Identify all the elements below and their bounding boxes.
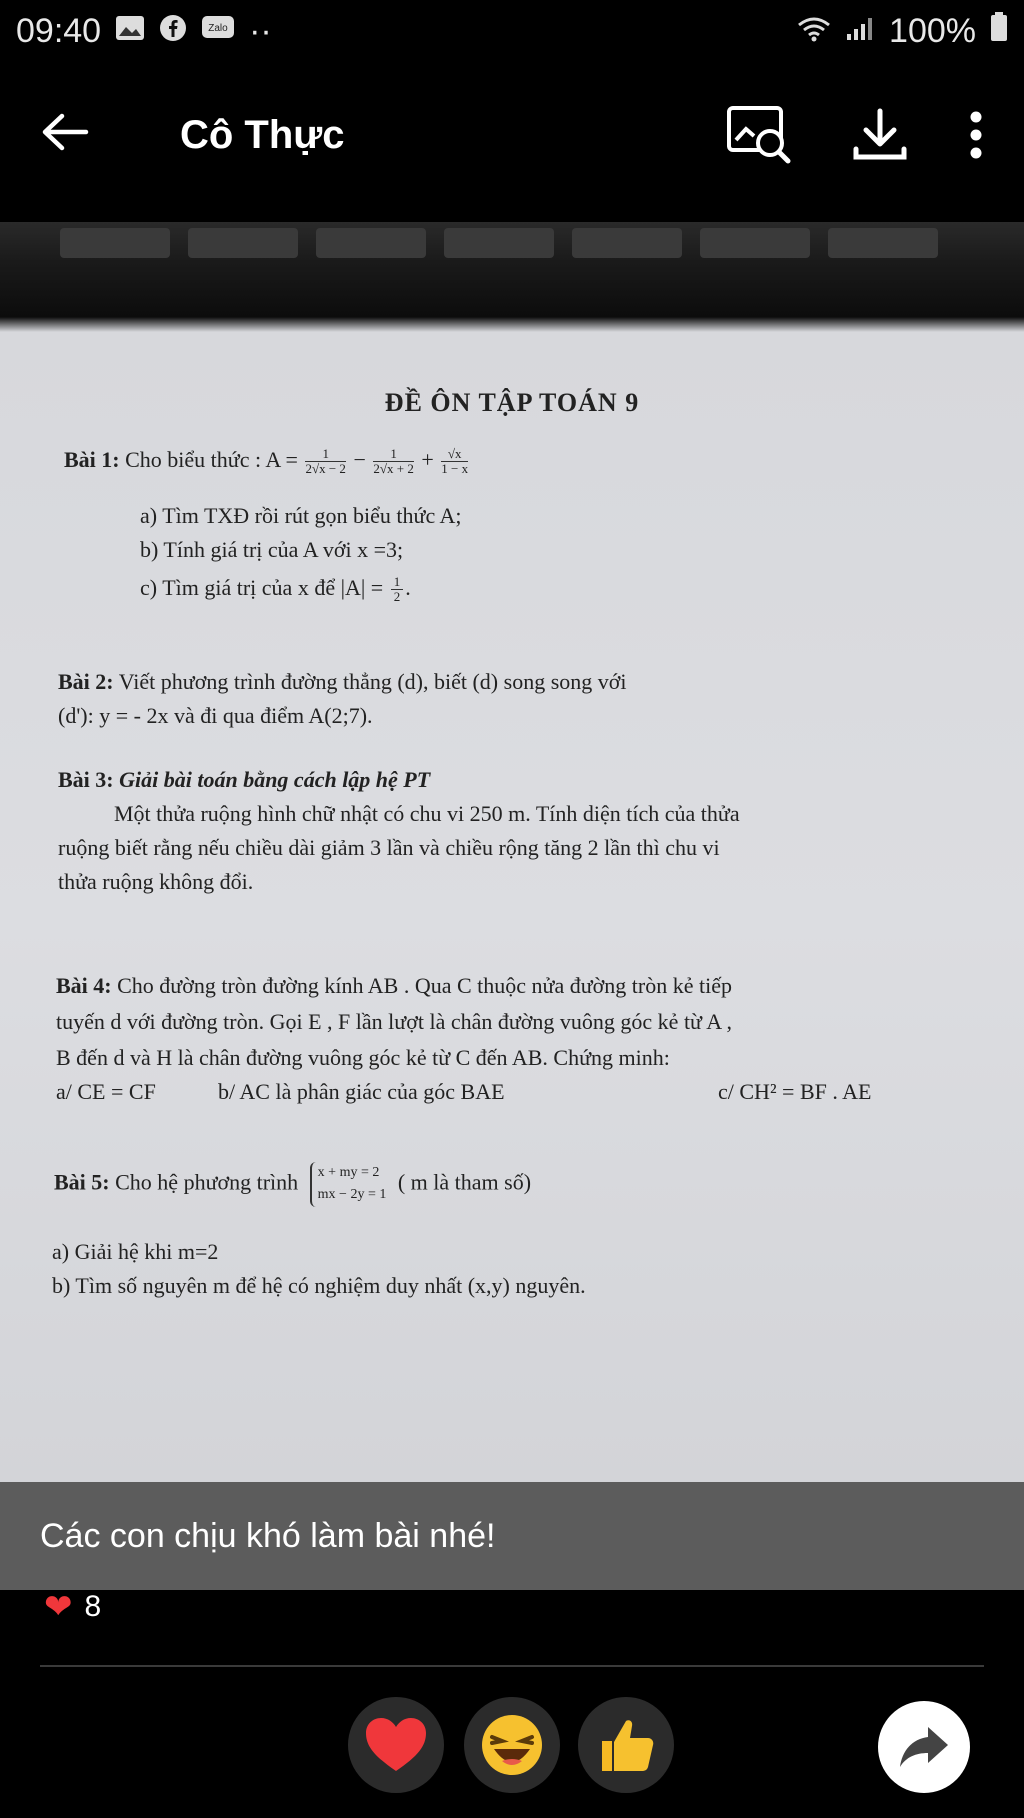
heart-icon: ❤ <box>44 1588 73 1626</box>
bai3-line3: thửa ruộng không đổi. <box>58 869 254 894</box>
status-more-dots: ·· <box>249 11 272 50</box>
bai4-part-a: a/ CE = CF <box>56 1079 156 1104</box>
bai5-label: Bài 5: <box>54 1169 110 1195</box>
app-bar <box>0 90 1024 180</box>
signal-icon <box>845 12 875 51</box>
bai1-label: Bài 1: <box>64 447 120 472</box>
worksheet-title: ĐỀ ÔN TẬP TOÁN 9 <box>384 388 640 417</box>
bai4-line2: tuyến d với đường tròn. Gọi E , F lần lượt là chân đường vuông góc kẻ từ A , <box>56 1009 732 1034</box>
download-button[interactable] <box>850 107 910 163</box>
zalo-icon <box>201 14 235 49</box>
bai4-label: Bài 4: <box>56 973 112 998</box>
bai3-heading: Giải bài toán bằng cách lập hệ PT <box>119 767 431 792</box>
bai5-line: Bài 5: Cho hệ phương trình x + my = 2 mx − 2y = 1 ( m là tham số) <box>54 1162 531 1207</box>
bai1-fraction-2: $\frac{1}{2√x + 2}$ <box>373 446 414 477</box>
reaction-bar <box>0 1695 1024 1795</box>
battery-icon <box>990 12 1008 51</box>
bai1-fraction-3: $\frac{√x}{1 - x}$ <box>441 446 469 477</box>
battery-percent: 100% <box>889 11 976 50</box>
image-search-icon <box>726 105 792 165</box>
svg-text:Zalo: Zalo <box>208 22 228 34</box>
post-caption-bar <box>0 1482 1024 1590</box>
header-actions <box>726 105 984 165</box>
bai5-part-a: a) Giải hệ khi m=2 <box>52 1239 219 1264</box>
more-vertical-icon <box>968 110 984 160</box>
bai1-fraction-1: $\frac{1}{2√x - 2}$ <box>305 446 346 477</box>
bai1-c-fraction: $\frac{1}{2}$ <box>391 575 404 605</box>
status-bar <box>0 0 1024 62</box>
back-arrow-icon <box>40 112 90 152</box>
post-photo[interactable] <box>0 222 1024 1482</box>
heart-icon <box>364 1716 428 1774</box>
share-icon <box>898 1725 950 1769</box>
bai1-part-c: c) Tìm giá trị của x để |A| = $\frac{1}{2}$ . <box>140 574 411 605</box>
bai5-equation-system: x + my = 2 mx − 2y = 1 <box>310 1162 387 1207</box>
bai3-line1: Một thửa ruộng hình chữ nhật có chu vi 250 m. Tính diện tích của thửa <box>114 801 740 826</box>
keyboard-edge <box>0 228 1024 268</box>
bai2-line1: Bài 2: Viết phương trình đường thẳng (d), biết (d) song song với <box>58 669 627 694</box>
bai2-line2: (d'): y = - 2x và đi qua điểm A(2;7). <box>58 703 373 728</box>
bai1-part-b: b) Tính giá trị của A với x =3; <box>140 537 404 562</box>
bai1-line: Bài 1: Cho biểu thức : A = $\frac{1}{2√x - 2}$ − $\frac{1}{2√x + 2}$ + $\frac{√x}{1 - x}$ <box>64 446 469 477</box>
heart-reaction-button[interactable] <box>348 1697 444 1793</box>
bai2-label: Bài 2: <box>58 669 114 694</box>
bai1-text: Cho biểu thức : A = <box>125 447 298 472</box>
status-right <box>797 12 1008 51</box>
laugh-icon <box>480 1713 544 1777</box>
bai1-part-a: a) Tìm TXĐ rồi rút gọn biểu thức A; <box>140 503 462 528</box>
thumbs-up-reaction-button[interactable] <box>578 1697 674 1793</box>
bai3-heading-line <box>58 764 430 796</box>
download-icon <box>850 107 910 163</box>
bai3-line2: ruộng biết rằng nếu chiều dài giảm 3 lần và chiều rộng tăng 2 lần thì chu vi <box>58 835 720 860</box>
bai5-part-b: b) Tìm số nguyên m để hệ có nghiệm duy nhất (x,y) nguyên. <box>52 1273 586 1298</box>
bai3-label: Bài 3: <box>58 767 114 792</box>
gallery-icon <box>115 15 145 48</box>
likes-summary[interactable] <box>44 1590 101 1624</box>
bai4-part-c: c/ CH² = BF . AE <box>718 1079 872 1104</box>
divider <box>40 1665 984 1667</box>
like-count: 8 <box>84 1590 102 1623</box>
laugh-reaction-button[interactable] <box>464 1697 560 1793</box>
post-caption: Các con chịu khó làm bài nhé! <box>40 1516 496 1555</box>
share-button[interactable] <box>878 1701 970 1793</box>
bai4-part-b: b/ AC là phân giác của góc BAE <box>218 1079 505 1104</box>
worksheet-paper <box>0 332 1024 1482</box>
status-left <box>16 12 272 51</box>
bai4-line3: B đến d và H là chân đường vuông góc kẻ từ C đến AB. Chứng minh: <box>56 1045 670 1070</box>
more-options-button[interactable] <box>968 110 984 160</box>
facebook-icon <box>159 14 187 49</box>
thumbs-up-icon <box>596 1715 656 1775</box>
image-search-button[interactable] <box>726 105 792 165</box>
back-button[interactable] <box>40 105 100 165</box>
page-title: Cô Thực <box>180 112 345 157</box>
bai4-line1: Bài 4: Cho đường tròn đường kính AB . Qua C thuộc nửa đường tròn kẻ tiếp <box>56 973 732 998</box>
status-time: 09:40 <box>16 11 102 50</box>
wifi-icon <box>797 12 831 51</box>
